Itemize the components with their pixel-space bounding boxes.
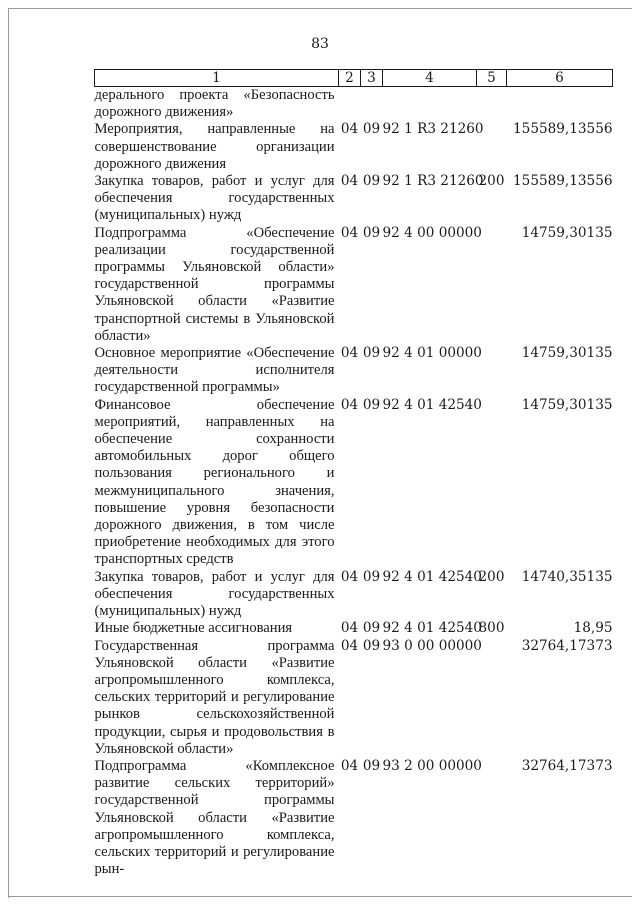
header-col-1: 1 <box>95 70 339 87</box>
row-csr <box>383 87 477 122</box>
row-name: Закупка товаров, работ и услуг для обеспечения государственных (муниципальных) нужд <box>94 173 335 224</box>
row-pr: 09 <box>362 345 381 362</box>
row-vr <box>477 87 507 122</box>
row-vr: 200 <box>478 173 505 190</box>
scan-border-left <box>8 8 9 898</box>
row-rz <box>339 87 361 122</box>
row-name: Иные бюджетные ассигнования <box>94 620 293 637</box>
row-vr <box>477 397 507 569</box>
row-pr: 09 <box>362 620 381 637</box>
row-name: Подпрограмма «Комплексное развитие сельских территорий» государственной программы Ульяновской области «Развитие агропромышленного комплекса, сельских территорий и регулирование рын- <box>94 757 335 878</box>
row-sum: 14740,35135 <box>521 568 613 585</box>
header-col-2: 2 <box>339 70 361 87</box>
row-sum: 155589,13556 <box>513 121 613 138</box>
row-rz: 04 <box>340 620 359 637</box>
row-vr: 200 <box>478 568 505 585</box>
row-csr: 92 1 R3 21260 <box>382 121 484 138</box>
row-csr: 93 2 00 00000 <box>382 757 482 774</box>
row-vr: 800 <box>478 620 505 637</box>
row-pr: 09 <box>362 396 381 413</box>
table-row <box>95 87 613 122</box>
row-sum: 18,95 <box>573 620 613 637</box>
header-col-4: 4 <box>383 70 477 87</box>
row-csr: 93 0 00 00000 <box>382 637 482 654</box>
row-rz: 04 <box>340 757 359 774</box>
table-row <box>95 638 613 758</box>
row-pr: 09 <box>362 173 381 190</box>
table-header-row <box>95 70 613 87</box>
row-pr: 09 <box>362 637 381 654</box>
row-sum: 14759,30135 <box>521 396 613 413</box>
row-vr <box>477 638 507 758</box>
row-name: Мероприятия, направленные на совершенствование организации дорожного движения <box>94 121 335 172</box>
row-csr: 92 4 01 42540 <box>382 396 482 413</box>
row-name: дерального проекта «Безопасность дорожного движения» <box>94 87 335 121</box>
row-rz: 04 <box>340 121 359 138</box>
table-row <box>95 758 613 878</box>
header-col-6: 6 <box>507 70 613 87</box>
row-vr <box>477 758 507 878</box>
row-csr: 92 1 R3 21260 <box>382 173 484 190</box>
header-col-5: 5 <box>477 70 507 87</box>
header-col-3: 3 <box>361 70 383 87</box>
table-row <box>95 620 613 637</box>
row-csr: 92 4 00 00000 <box>382 224 482 241</box>
row-pr <box>361 87 383 122</box>
table-row <box>95 173 613 225</box>
row-csr: 92 4 01 00000 <box>382 345 482 362</box>
scan-border-top <box>8 8 632 9</box>
table-row <box>95 345 613 397</box>
row-name: Финансовое обеспечение мероприятий, направленных на обеспечение сохранности автомобильных дорог общего пользования регионального и межмуниципального значения, повышение уровня безопасности дорожного движения, в том числе приобретение необходимых для этого транспортных средств <box>94 396 335 568</box>
page-number: 83 <box>311 36 329 52</box>
row-rz: 04 <box>340 568 359 585</box>
row-name: Подпрограмма «Обеспечение реализации государственной программы Ульяновской области» государственной программы Ульяновской области «Развитие транспортной системы в Ульяновской области» <box>94 224 335 344</box>
row-name: Государственная программа Ульяновской области «Развитие агропромышленного комплекса, сельских территорий и регулирование рынков сельскохозяйственной продукции, сырья и продовольствия в Ульяновской области» <box>94 637 335 757</box>
row-pr: 09 <box>362 757 381 774</box>
row-rz: 04 <box>340 396 359 413</box>
row-rz: 04 <box>340 637 359 654</box>
row-csr: 92 4 01 42540 <box>382 620 482 637</box>
table-row <box>95 121 613 173</box>
row-pr: 09 <box>362 121 381 138</box>
table-row <box>95 225 613 345</box>
row-sum: 32764,17373 <box>521 637 613 654</box>
scan-border-bottom <box>8 896 632 897</box>
table-row <box>95 397 613 569</box>
row-csr: 92 4 01 42540 <box>382 568 482 585</box>
row-sum <box>507 87 613 122</box>
row-sum: 32764,17373 <box>521 757 613 774</box>
row-name: Основное мероприятие «Обеспечение деятельности исполнителя государственной программы» <box>94 345 335 396</box>
budget-table <box>94 69 613 878</box>
row-name: Закупка товаров, работ и услуг для обеспечения государственных (муниципальных) нужд <box>94 568 335 620</box>
row-rz: 04 <box>340 173 359 190</box>
row-sum: 14759,30135 <box>521 345 613 362</box>
table-row <box>95 569 613 621</box>
row-pr: 09 <box>362 568 381 585</box>
row-sum: 155589,13556 <box>513 173 613 190</box>
row-rz: 04 <box>340 224 359 241</box>
row-pr: 09 <box>362 224 381 241</box>
row-rz: 04 <box>340 345 359 362</box>
row-sum: 14759,30135 <box>521 224 613 241</box>
row-vr <box>477 225 507 345</box>
